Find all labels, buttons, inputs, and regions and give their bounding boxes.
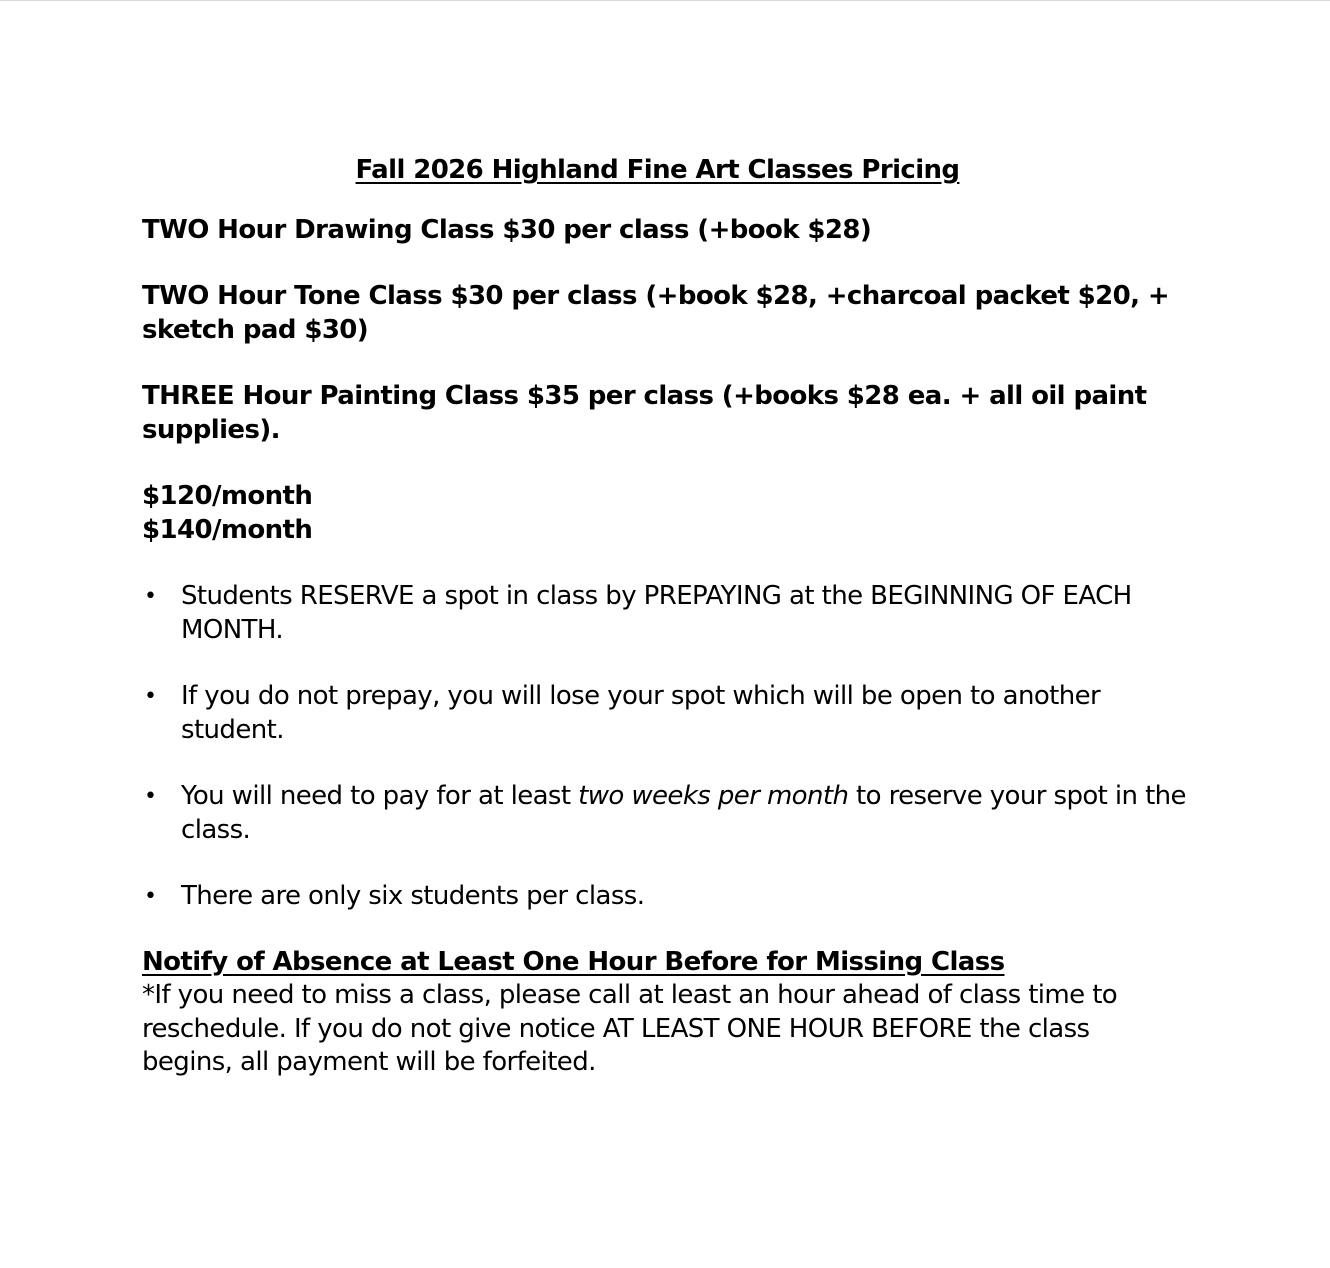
monthly-price-2: $140/month — [142, 514, 313, 545]
policy-min-weeks-emphasis: two weeks per month — [578, 781, 849, 811]
list-item — [142, 880, 1187, 914]
top-divider — [0, 0, 1330, 1]
bullet-icon: • — [144, 684, 157, 709]
policy-min-weeks-after: to reserve your spot in the class. — [181, 781, 1186, 845]
absence-heading: Notify of Absence at Least One Hour Before for Missing Class — [142, 946, 1005, 977]
pricing-document — [142, 154, 1187, 1080]
bullet-icon: • — [144, 884, 157, 909]
class-tone-price: TWO Hour Tone Class $30 per class (+book $28, +charcoal packet $20, + sketch pad $30) — [142, 281, 1170, 345]
document-title: Fall 2026 Highland Fine Art Classes Pricing — [355, 155, 960, 185]
bullet-icon: • — [144, 784, 157, 809]
monthly-price-1: $120/month — [142, 481, 313, 511]
policy-list — [142, 580, 1187, 914]
absence-body: *If you need to miss a class, please call at least an hour ahead of class time to reschedule. If you do not give notice AT LEAST ONE HOUR BEFORE the class begins, all payment will be forfeited. — [142, 980, 1118, 1077]
policy-min-weeks-text — [181, 781, 1186, 845]
class-drawing-price: TWO Hour Drawing Class $30 per class (+book $28) — [142, 214, 872, 245]
policy-class-size-text: There are only six students per class. — [181, 881, 645, 911]
list-item — [142, 580, 1187, 647]
list-item — [142, 780, 1187, 847]
policy-prepay-text: Students RESERVE a spot in class by PREPAYING at the BEGINNING OF EACH MONTH. — [181, 581, 1132, 645]
list-item — [142, 680, 1187, 747]
policy-min-weeks-before: You will need to pay for at least — [181, 781, 579, 811]
class-painting-price: THREE Hour Painting Class $35 per class (+books $28 ea. + all oil paint supplies). — [142, 381, 1147, 445]
bullet-icon: • — [144, 584, 157, 609]
policy-lose-spot-text: If you do not prepay, you will lose your spot which will be open to another student. — [181, 681, 1101, 745]
